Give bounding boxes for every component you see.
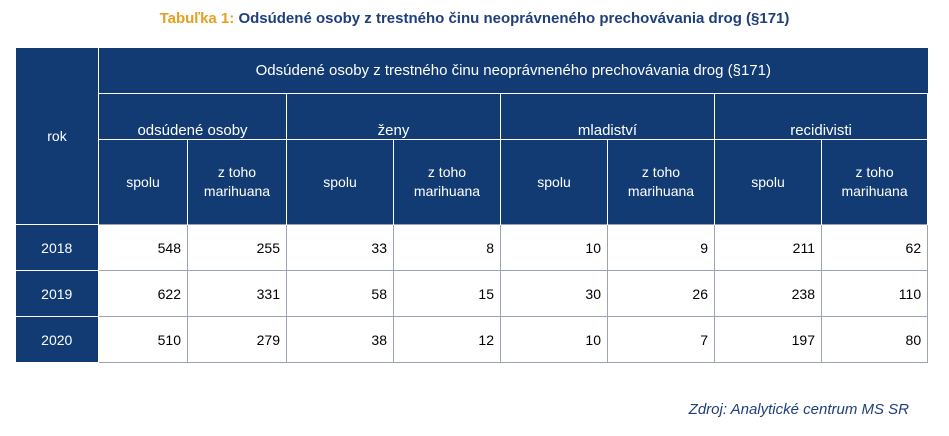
value-cell: 10 bbox=[501, 317, 608, 363]
value-cell: 33 bbox=[287, 225, 394, 271]
value-cell: 15 bbox=[394, 271, 501, 317]
table-row bbox=[16, 271, 928, 317]
value-cell: 38 bbox=[287, 317, 394, 363]
sub-header-spolu: spolu bbox=[501, 140, 608, 225]
value-cell: 30 bbox=[501, 271, 608, 317]
sub-header-marihuana: z toho marihuana bbox=[822, 140, 928, 225]
table-row bbox=[16, 225, 928, 271]
drug-convictions-table bbox=[15, 48, 928, 363]
group-header-mladistvi: mladiství bbox=[501, 94, 715, 140]
value-cell: 62 bbox=[822, 225, 928, 271]
group-header-odsudene: odsúdené osoby bbox=[99, 94, 287, 140]
caption-label: Tabuľka 1: bbox=[159, 10, 235, 27]
group-header-recidivisti: recidivisti bbox=[715, 94, 928, 140]
value-cell: 7 bbox=[608, 317, 715, 363]
group-header-zeny: ženy bbox=[287, 94, 501, 140]
value-cell: 238 bbox=[715, 271, 822, 317]
source-note: Zdroj: Analytické centrum MS SR bbox=[688, 401, 909, 418]
value-cell: 211 bbox=[715, 225, 822, 271]
value-cell: 110 bbox=[822, 271, 928, 317]
table-row bbox=[16, 317, 928, 363]
value-cell: 622 bbox=[99, 271, 188, 317]
value-cell: 510 bbox=[99, 317, 188, 363]
value-cell: 548 bbox=[99, 225, 188, 271]
rok-header: rok bbox=[16, 48, 99, 225]
sub-header-spolu: spolu bbox=[287, 140, 394, 225]
sub-header-marihuana: z toho marihuana bbox=[608, 140, 715, 225]
value-cell: 8 bbox=[394, 225, 501, 271]
sub-header-marihuana: z toho marihuana bbox=[188, 140, 287, 225]
value-cell: 58 bbox=[287, 271, 394, 317]
year-cell: 2018 bbox=[16, 225, 99, 271]
sub-header-spolu: spolu bbox=[99, 140, 188, 225]
value-cell: 80 bbox=[822, 317, 928, 363]
value-cell: 255 bbox=[188, 225, 287, 271]
year-cell: 2020 bbox=[16, 317, 99, 363]
value-cell: 10 bbox=[501, 225, 608, 271]
value-cell: 197 bbox=[715, 317, 822, 363]
caption-text: Odsúdené osoby z trestného činu neoprávneného prechovávania drog (§171) bbox=[238, 10, 790, 27]
value-cell: 12 bbox=[394, 317, 501, 363]
sub-header-marihuana: z toho marihuana bbox=[394, 140, 501, 225]
value-cell: 9 bbox=[608, 225, 715, 271]
value-cell: 279 bbox=[188, 317, 287, 363]
table-title: Odsúdené osoby z trestného činu neoprávneného prechovávania drog (§171) bbox=[99, 48, 928, 94]
sub-header-spolu: spolu bbox=[715, 140, 822, 225]
value-cell: 331 bbox=[188, 271, 287, 317]
table-caption bbox=[0, 10, 949, 27]
year-cell: 2019 bbox=[16, 271, 99, 317]
value-cell: 26 bbox=[608, 271, 715, 317]
